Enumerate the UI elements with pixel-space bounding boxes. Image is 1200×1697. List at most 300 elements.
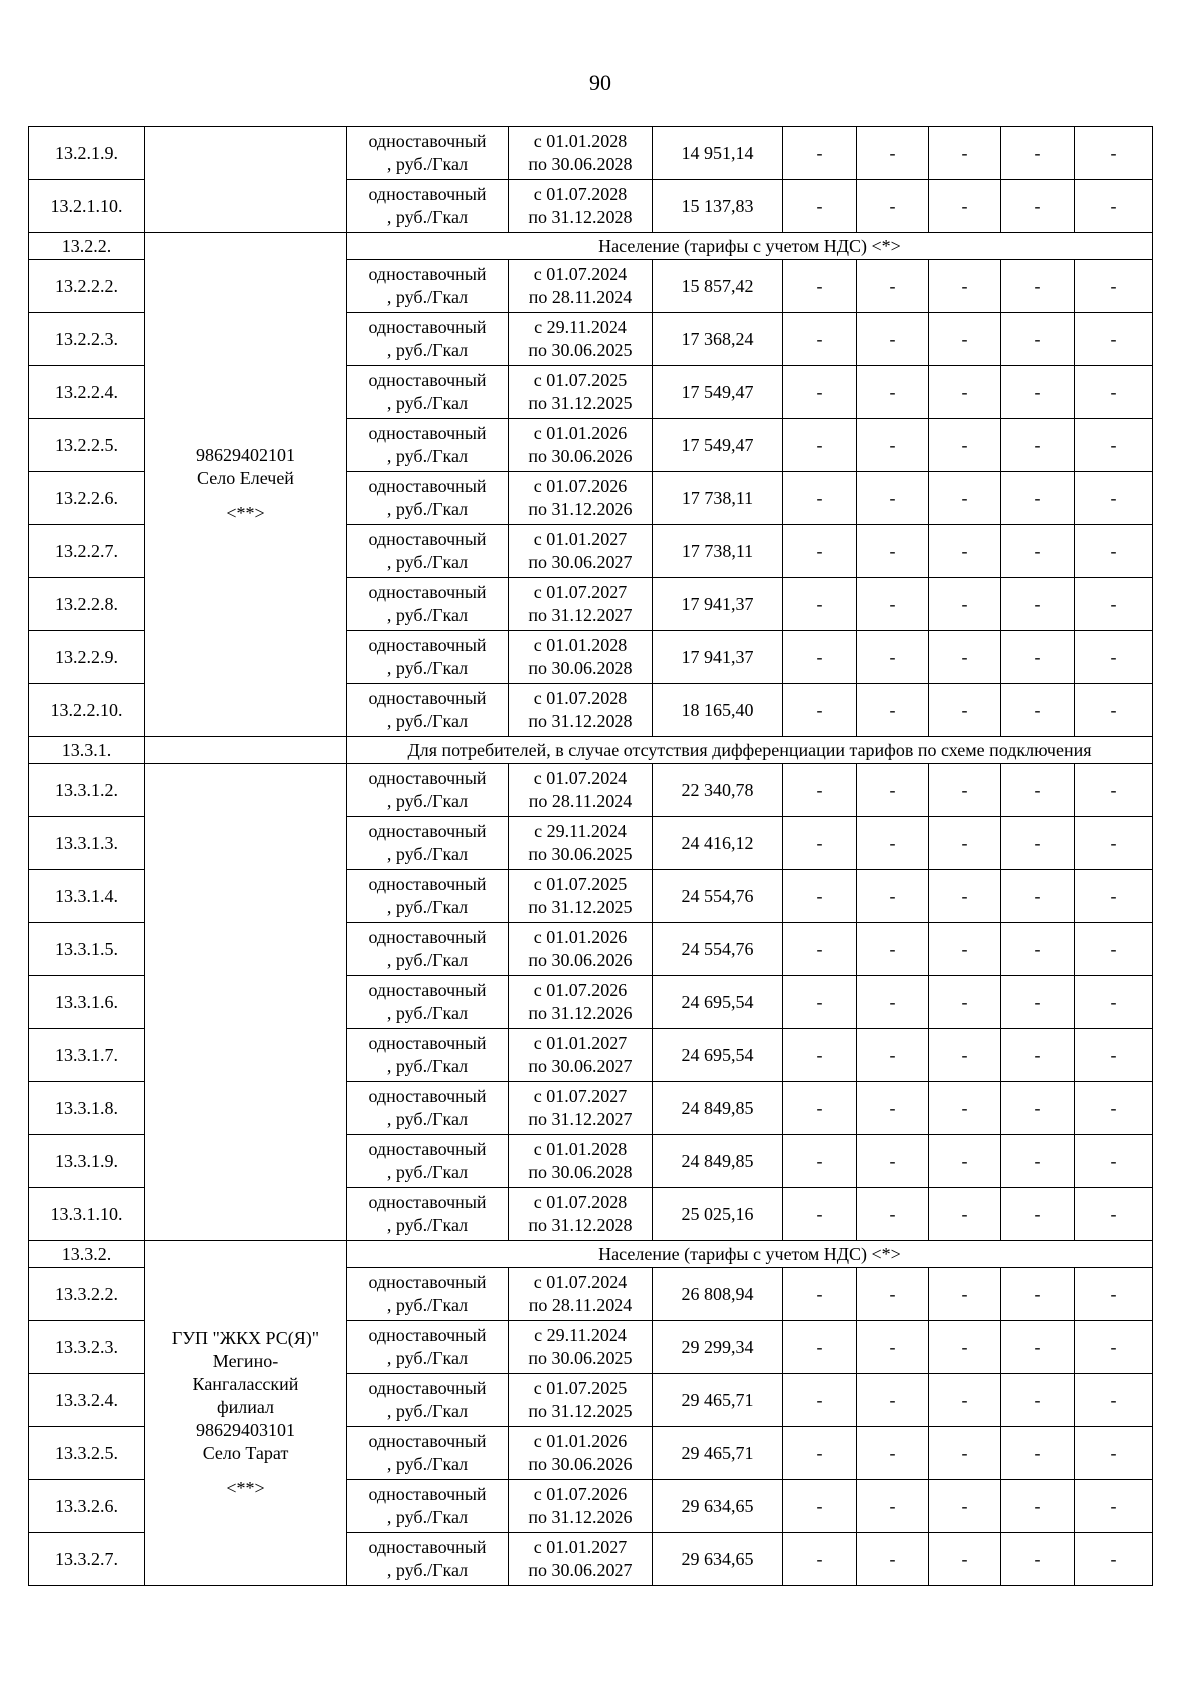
empty-cell: - [1001, 1480, 1075, 1533]
empty-cell: - [929, 631, 1001, 684]
empty-cell: - [929, 419, 1001, 472]
org-line: <**> [226, 503, 265, 523]
tariff-type [347, 366, 509, 419]
period-from: с 01.07.2028 [533, 688, 628, 708]
tariff-type [347, 1533, 509, 1586]
empty-cell: - [857, 525, 929, 578]
org-cell [145, 1241, 347, 1586]
tariff-unit: , руб./Гкал [386, 1003, 469, 1023]
empty-cell: - [1001, 419, 1075, 472]
period-to: по 31.12.2025 [528, 897, 633, 917]
period-from: с 01.01.2027 [533, 529, 628, 549]
tariff-value: 24 849,85 [653, 1135, 783, 1188]
empty-cell: - [929, 764, 1001, 817]
empty-cell: - [1001, 180, 1075, 233]
empty-cell: - [857, 1427, 929, 1480]
tariff-type-label: одноставочный [368, 635, 487, 655]
empty-cell: - [1075, 1188, 1153, 1241]
tariff-value: 24 554,76 [653, 870, 783, 923]
tariff-type-label: одноставочный [368, 423, 487, 443]
tariff-value: 29 299,34 [653, 1321, 783, 1374]
empty-cell: - [857, 1029, 929, 1082]
tariff-unit: , руб./Гкал [386, 658, 469, 678]
tariff-type-label: одноставочный [368, 1139, 487, 1159]
period [509, 180, 653, 233]
empty-cell: - [1075, 1480, 1153, 1533]
empty-cell: - [1001, 366, 1075, 419]
tariff-value: 24 416,12 [653, 817, 783, 870]
tariff-type-label: одноставочный [368, 1192, 487, 1212]
tariff-unit: , руб./Гкал [386, 1056, 469, 1076]
empty-cell: - [1001, 631, 1075, 684]
org-cell [145, 233, 347, 737]
org-line: филиал [216, 1396, 275, 1417]
tariff-type [347, 1268, 509, 1321]
empty-cell: - [783, 260, 857, 313]
tariff-unit: , руб./Гкал [386, 393, 469, 413]
tariff-unit: , руб./Гкал [386, 950, 469, 970]
tariff-type [347, 631, 509, 684]
tariff-unit: , руб./Гкал [386, 1109, 469, 1129]
period [509, 1480, 653, 1533]
empty-cell: - [857, 1533, 929, 1586]
empty-cell: - [929, 1480, 1001, 1533]
period [509, 472, 653, 525]
tariff-unit: , руб./Гкал [386, 499, 469, 519]
period-to: по 30.06.2026 [528, 950, 633, 970]
period [509, 1427, 653, 1480]
tariff-type-label: одноставочный [368, 1431, 487, 1451]
tariff-table-body [29, 127, 1153, 1586]
tariff-type-label: одноставочный [368, 529, 487, 549]
tariff-unit: , руб./Гкал [386, 605, 469, 625]
period-from: с 01.01.2027 [533, 1033, 628, 1053]
tariff-value: 29 465,71 [653, 1374, 783, 1427]
empty-cell: - [1075, 472, 1153, 525]
empty-cell: - [857, 1374, 929, 1427]
section-code: 13.3.2. [29, 1241, 145, 1268]
empty-cell: - [1075, 817, 1153, 870]
empty-cell: - [1075, 976, 1153, 1029]
period-to: по 28.11.2024 [528, 791, 633, 811]
row-number: 13.3.1.8. [29, 1082, 145, 1135]
empty-cell: - [1075, 764, 1153, 817]
tariff-value: 24 695,54 [653, 976, 783, 1029]
row-number: 13.2.2.2. [29, 260, 145, 313]
empty-cell: - [857, 1135, 929, 1188]
tariff-type [347, 764, 509, 817]
tariff-type-label: одноставочный [368, 317, 487, 337]
empty-cell: - [783, 1533, 857, 1586]
period [509, 127, 653, 180]
period-to: по 30.06.2027 [528, 1056, 633, 1076]
tariff-type [347, 1374, 509, 1427]
empty-cell: - [1001, 127, 1075, 180]
period-to: по 30.06.2028 [528, 1162, 633, 1182]
period [509, 1029, 653, 1082]
row-number: 13.3.1.3. [29, 817, 145, 870]
section-header-row [29, 1241, 1153, 1268]
row-number: 13.2.2.3. [29, 313, 145, 366]
row-number: 13.2.2.7. [29, 525, 145, 578]
period [509, 1135, 653, 1188]
empty-cell: - [929, 472, 1001, 525]
tariff-value: 18 165,40 [653, 684, 783, 737]
tariff-type-label: одноставочный [368, 980, 487, 1000]
blank-org-cell [145, 764, 347, 1241]
period-from: с 01.01.2028 [533, 1139, 628, 1159]
empty-cell: - [1075, 525, 1153, 578]
empty-cell: - [1001, 1135, 1075, 1188]
period-from: с 01.01.2026 [533, 423, 628, 443]
empty-cell: - [1001, 1029, 1075, 1082]
empty-cell: - [1001, 1188, 1075, 1241]
empty-cell: - [857, 578, 929, 631]
tariff-type [347, 472, 509, 525]
empty-cell: - [783, 631, 857, 684]
empty-cell: - [857, 260, 929, 313]
empty-cell: - [857, 764, 929, 817]
empty-cell: - [783, 764, 857, 817]
empty-cell: - [783, 1082, 857, 1135]
tariff-value: 17 368,24 [653, 313, 783, 366]
tariff-type-label: одноставочный [368, 927, 487, 947]
empty-cell: - [929, 1268, 1001, 1321]
tariff-value: 17 549,47 [653, 366, 783, 419]
tariff-value: 17 941,37 [653, 578, 783, 631]
empty-cell: - [783, 525, 857, 578]
period-from: с 01.01.2028 [533, 635, 628, 655]
tariff-unit: , руб./Гкал [386, 1507, 469, 1527]
empty-cell: - [1001, 1082, 1075, 1135]
org-line: Мегино- [212, 1350, 279, 1371]
empty-cell: - [1075, 923, 1153, 976]
period-to: по 31.12.2028 [528, 1215, 633, 1235]
empty-cell: - [783, 419, 857, 472]
empty-cell: - [1001, 684, 1075, 737]
empty-cell: - [1075, 1321, 1153, 1374]
period [509, 260, 653, 313]
empty-cell: - [783, 472, 857, 525]
empty-cell: - [929, 525, 1001, 578]
period-to: по 31.12.2026 [528, 1003, 633, 1023]
period [509, 578, 653, 631]
empty-cell: - [857, 684, 929, 737]
empty-cell: - [1001, 525, 1075, 578]
tariff-type-label: одноставочный [368, 582, 487, 602]
empty-cell: - [1001, 870, 1075, 923]
blank-org-cell [145, 127, 347, 233]
period-to: по 30.06.2025 [528, 844, 633, 864]
period-from: с 01.01.2028 [533, 131, 628, 151]
period-from: с 29.11.2024 [534, 821, 627, 841]
tariff-value: 22 340,78 [653, 764, 783, 817]
empty-cell: - [1001, 1374, 1075, 1427]
empty-cell: - [1001, 1268, 1075, 1321]
tariff-unit: , руб./Гкал [386, 791, 469, 811]
tariff-type-label: одноставочный [368, 1378, 487, 1398]
period-from: с 01.07.2025 [533, 874, 628, 894]
tariff-type [347, 1082, 509, 1135]
tariff-value: 15 137,83 [653, 180, 783, 233]
tariff-type [347, 976, 509, 1029]
period [509, 764, 653, 817]
tariff-type-label: одноставочный [368, 768, 487, 788]
period-to: по 28.11.2024 [528, 1295, 633, 1315]
empty-cell: - [929, 1533, 1001, 1586]
tariff-unit: , руб./Гкал [386, 844, 469, 864]
empty-cell: - [857, 976, 929, 1029]
tariff-table [28, 126, 1153, 1586]
empty-cell: - [1075, 260, 1153, 313]
period-to: по 31.12.2026 [528, 1507, 633, 1527]
tariff-type [347, 419, 509, 472]
row-number: 13.2.2.8. [29, 578, 145, 631]
tariff-unit: , руб./Гкал [386, 552, 469, 572]
empty-cell: - [783, 1374, 857, 1427]
empty-cell: - [929, 1374, 1001, 1427]
empty-cell: - [783, 976, 857, 1029]
row-number: 13.3.1.9. [29, 1135, 145, 1188]
tariff-type [347, 313, 509, 366]
empty-cell: - [1075, 1374, 1153, 1427]
period-from: с 29.11.2024 [534, 317, 627, 337]
tariff-unit: , руб./Гкал [386, 1162, 469, 1182]
tariff-value: 24 695,54 [653, 1029, 783, 1082]
period-to: по 30.06.2028 [528, 154, 633, 174]
empty-cell: - [1075, 1268, 1153, 1321]
empty-cell: - [929, 684, 1001, 737]
empty-cell: - [929, 260, 1001, 313]
empty-cell: - [929, 1082, 1001, 1135]
period-from: с 01.07.2025 [533, 1378, 628, 1398]
tariff-unit: , руб./Гкал [386, 1560, 469, 1580]
tariff-type [347, 817, 509, 870]
period-from: с 01.07.2028 [533, 184, 628, 204]
period-from: с 01.07.2026 [533, 476, 628, 496]
org-line: 98629402101 [196, 445, 295, 465]
empty-cell: - [783, 1029, 857, 1082]
period [509, 1268, 653, 1321]
empty-cell: - [857, 472, 929, 525]
tariff-type-label: одноставочный [368, 821, 487, 841]
tariff-unit: , руб./Гкал [386, 340, 469, 360]
empty-cell: - [929, 976, 1001, 1029]
empty-cell: - [929, 870, 1001, 923]
tariff-value: 14 951,14 [653, 127, 783, 180]
empty-cell: - [1001, 1427, 1075, 1480]
empty-cell: - [857, 313, 929, 366]
tariff-value: 29 634,65 [653, 1533, 783, 1586]
period [509, 525, 653, 578]
empty-cell: - [857, 180, 929, 233]
tariff-type-label: одноставочный [368, 264, 487, 284]
tariff-unit: , руб./Гкал [386, 207, 469, 227]
empty-cell: - [929, 313, 1001, 366]
org-line: Село Елечей [197, 468, 294, 488]
tariff-unit: , руб./Гкал [386, 154, 469, 174]
period [509, 1082, 653, 1135]
period-to: по 31.12.2025 [528, 393, 633, 413]
row-number: 13.3.2.6. [29, 1480, 145, 1533]
empty-cell: - [1075, 313, 1153, 366]
empty-cell: - [857, 1480, 929, 1533]
tariff-type [347, 1427, 509, 1480]
period [509, 1374, 653, 1427]
tariff-unit: , руб./Гкал [386, 1454, 469, 1474]
empty-cell: - [783, 127, 857, 180]
org-line: Кангаласский [192, 1373, 299, 1394]
empty-cell: - [783, 1480, 857, 1533]
period [509, 1533, 653, 1586]
period-to: по 30.06.2027 [528, 552, 633, 572]
page-number: 90 [589, 70, 611, 95]
row-number: 13.2.2.4. [29, 366, 145, 419]
empty-cell: - [857, 870, 929, 923]
period-from: с 01.07.2026 [533, 1484, 628, 1504]
tariff-type-label: одноставочный [368, 131, 487, 151]
empty-cell: - [1075, 578, 1153, 631]
empty-cell: - [1001, 313, 1075, 366]
empty-cell: - [1075, 870, 1153, 923]
tariff-unit: , руб./Гкал [386, 897, 469, 917]
tariff-value: 17 738,11 [653, 472, 783, 525]
empty-cell: - [783, 1321, 857, 1374]
tariff-type [347, 684, 509, 737]
period [509, 419, 653, 472]
empty-cell: - [857, 419, 929, 472]
empty-cell: - [1075, 631, 1153, 684]
row-number: 13.3.1.4. [29, 870, 145, 923]
period-from: с 01.07.2027 [533, 582, 628, 602]
empty-cell: - [929, 923, 1001, 976]
period-to: по 30.06.2025 [528, 1348, 633, 1368]
empty-cell: - [857, 923, 929, 976]
period-to: по 30.06.2028 [528, 658, 633, 678]
period [509, 1188, 653, 1241]
tariff-unit: , руб./Гкал [386, 446, 469, 466]
tariff-type [347, 1029, 509, 1082]
tariff-type-label: одноставочный [368, 1086, 487, 1106]
empty-cell: - [1001, 976, 1075, 1029]
tariff-type-label: одноставочный [368, 1033, 487, 1053]
row-number: 13.3.1.5. [29, 923, 145, 976]
period-to: по 28.11.2024 [528, 287, 633, 307]
empty-cell: - [1075, 127, 1153, 180]
empty-cell: - [929, 1188, 1001, 1241]
period-from: с 01.01.2026 [533, 927, 628, 947]
period-to: по 30.06.2025 [528, 340, 633, 360]
tariff-type-label: одноставочный [368, 370, 487, 390]
row-number: 13.2.2.10. [29, 684, 145, 737]
empty-cell: - [1001, 1321, 1075, 1374]
period-to: по 30.06.2026 [528, 1454, 633, 1474]
row-number: 13.3.2.4. [29, 1374, 145, 1427]
period [509, 684, 653, 737]
empty-cell: - [783, 817, 857, 870]
empty-cell: - [1075, 1533, 1153, 1586]
empty-cell: - [1075, 180, 1153, 233]
tariff-type [347, 870, 509, 923]
tariff-unit: , руб./Гкал [386, 287, 469, 307]
period-from: с 01.07.2024 [533, 264, 628, 284]
period [509, 313, 653, 366]
row-number: 13.2.1.10. [29, 180, 145, 233]
empty-cell: - [1075, 366, 1153, 419]
period-from: с 01.01.2027 [533, 1537, 628, 1557]
period [509, 817, 653, 870]
tariff-value: 24 554,76 [653, 923, 783, 976]
period [509, 976, 653, 1029]
period-to: по 30.06.2026 [528, 446, 633, 466]
empty-cell: - [1001, 764, 1075, 817]
empty-cell: - [1001, 260, 1075, 313]
blank-org-cell [145, 737, 347, 764]
tariff-type [347, 1135, 509, 1188]
period [509, 923, 653, 976]
section-code: 13.2.2. [29, 233, 145, 260]
empty-cell: - [783, 366, 857, 419]
empty-cell: - [1075, 1082, 1153, 1135]
empty-cell: - [1075, 1135, 1153, 1188]
row-number: 13.3.2.5. [29, 1427, 145, 1480]
empty-cell: - [1075, 419, 1153, 472]
empty-cell: - [929, 578, 1001, 631]
org-line: ГУП "ЖКХ РС(Я)" [171, 1327, 320, 1348]
tariff-value: 24 849,85 [653, 1082, 783, 1135]
empty-cell: - [929, 1029, 1001, 1082]
tariff-type-label: одноставочный [368, 1537, 487, 1557]
empty-cell: - [1001, 817, 1075, 870]
empty-cell: - [857, 366, 929, 419]
tariff-value: 17 738,11 [653, 525, 783, 578]
period [509, 870, 653, 923]
empty-cell: - [929, 180, 1001, 233]
empty-cell: - [1001, 923, 1075, 976]
tariff-value: 17 549,47 [653, 419, 783, 472]
tariff-unit: , руб./Гкал [386, 711, 469, 731]
period-to: по 31.12.2028 [528, 207, 633, 227]
tariff-unit: , руб./Гкал [386, 1401, 469, 1421]
section-header-label: Население (тарифы с учетом НДС) <*> [347, 233, 1153, 260]
period [509, 1321, 653, 1374]
period [509, 366, 653, 419]
row-number: 13.3.1.6. [29, 976, 145, 1029]
period [509, 631, 653, 684]
empty-cell: - [857, 127, 929, 180]
table-row [29, 764, 1153, 817]
tariff-type-label: одноставочный [368, 1272, 487, 1292]
tariff-value: 26 808,94 [653, 1268, 783, 1321]
tariff-unit: , руб./Гкал [386, 1295, 469, 1315]
org-line: <**> [226, 1477, 265, 1498]
empty-cell: - [857, 631, 929, 684]
tariff-type [347, 1480, 509, 1533]
empty-cell: - [783, 923, 857, 976]
empty-cell: - [929, 817, 1001, 870]
empty-cell: - [857, 1321, 929, 1374]
row-number: 13.2.1.9. [29, 127, 145, 180]
section-header-row [29, 233, 1153, 260]
period-from: с 01.07.2027 [533, 1086, 628, 1106]
section-header-row [29, 737, 1153, 764]
empty-cell: - [1001, 472, 1075, 525]
empty-cell: - [929, 127, 1001, 180]
tariff-type [347, 260, 509, 313]
row-number: 13.3.1.7. [29, 1029, 145, 1082]
empty-cell: - [857, 817, 929, 870]
empty-cell: - [783, 313, 857, 366]
